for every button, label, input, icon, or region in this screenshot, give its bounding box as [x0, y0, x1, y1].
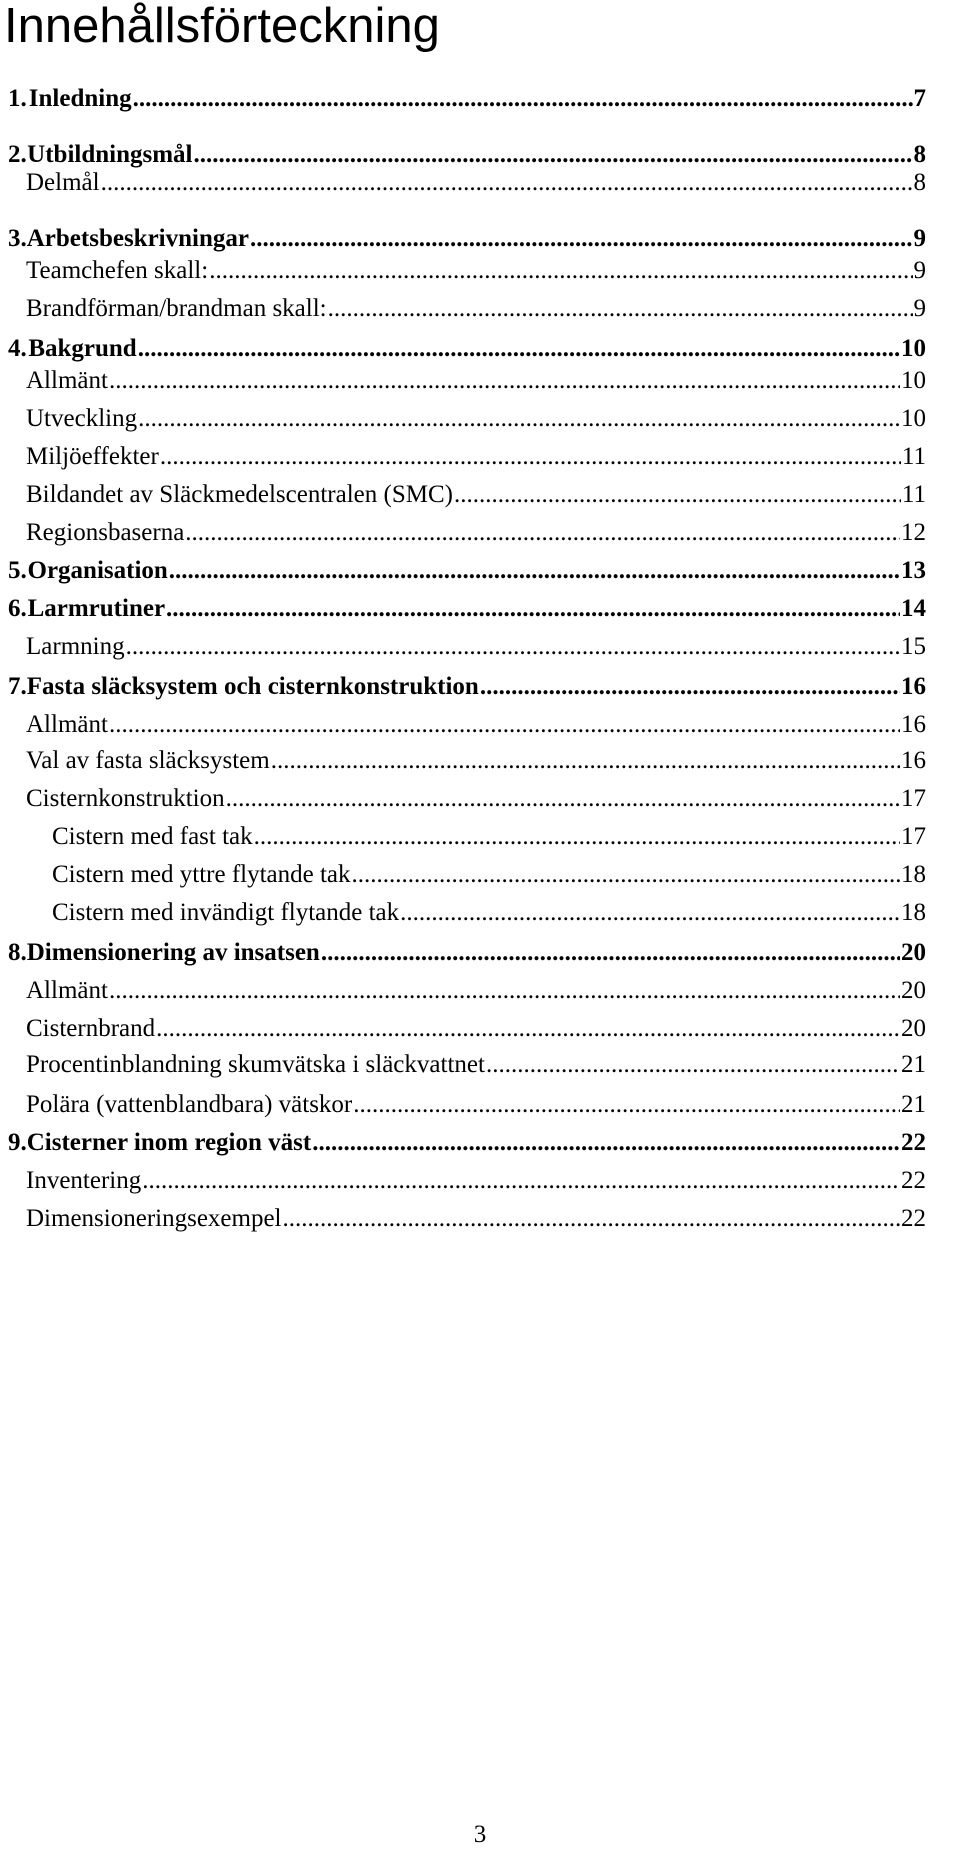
- toc-entry-title: Val av fasta släcksystem: [26, 747, 270, 774]
- toc-entry-page: 16: [901, 673, 926, 700]
- toc-entry-title: Inledning: [28, 85, 132, 112]
- toc-entry[interactable]: [26, 1050, 926, 1080]
- toc-entry-title: Delmål: [26, 169, 100, 196]
- toc-entry-title: Utbildningsmål: [27, 141, 193, 168]
- toc-entry-leader: [352, 860, 900, 890]
- toc-entry-leader: [486, 1050, 900, 1080]
- toc-entry-title: Dimensioneringsexempel: [26, 1205, 282, 1232]
- toc-entry-page: 16: [901, 711, 926, 738]
- toc-entry[interactable]: [26, 480, 926, 510]
- toc-entry-title: Cistern med fast tak: [52, 823, 253, 850]
- toc-entry-leader: [400, 898, 900, 928]
- toc-entry-leader: [271, 746, 900, 776]
- toc-entry-title: Allmänt: [26, 367, 108, 394]
- toc-entry-page: 7: [913, 85, 926, 112]
- toc-entry-title: Inventering: [26, 1167, 142, 1194]
- toc-entry-page: 22: [901, 1129, 926, 1156]
- toc-entry[interactable]: [26, 294, 926, 324]
- toc-entry-page: 8: [913, 169, 926, 196]
- toc-entry-title: Cistern med invändigt flytande tak: [52, 899, 400, 926]
- toc-entry[interactable]: [26, 632, 926, 662]
- toc-entry-title: Regionsbaserna: [26, 519, 185, 546]
- toc-entry-number: 5.: [8, 557, 27, 584]
- toc-entry-number: 7.: [8, 673, 27, 700]
- toc-entry-page: 9: [913, 257, 926, 284]
- toc-entry-leader: [194, 140, 913, 170]
- toc-entry-title: Organisation: [27, 557, 168, 584]
- toc-entry-page: 10: [901, 335, 926, 362]
- toc-entry-leader: [321, 938, 900, 968]
- toc-entry-title: Larmrutiner: [27, 595, 166, 622]
- toc-entry-leader: [209, 256, 912, 286]
- toc-entry-leader: [138, 404, 900, 434]
- toc-entry[interactable]: [26, 404, 926, 434]
- toc-entry-page: 20: [901, 1015, 926, 1042]
- toc-entry-title: Polära (vattenblandbara) vätskor: [26, 1091, 353, 1118]
- toc-entry-title: Larmning: [26, 633, 125, 660]
- toc-entry-leader: [283, 1204, 901, 1234]
- toc-entry-title: Cisternkonstruktion: [26, 785, 225, 812]
- toc-entry-page: 9: [913, 295, 926, 322]
- toc-entry-page: 22: [901, 1205, 926, 1232]
- toc-entry-page: 22: [901, 1167, 926, 1194]
- toc-entry-leader: [480, 672, 900, 702]
- toc-entry-number: 6.: [8, 595, 27, 622]
- toc-entry[interactable]: [8, 556, 926, 586]
- toc-entry-leader: [454, 480, 901, 510]
- toc-entry-title: Cisternbrand: [26, 1015, 156, 1042]
- toc-entry[interactable]: [8, 334, 926, 364]
- toc-entry[interactable]: [8, 938, 926, 968]
- toc-entry-number: 4.: [8, 335, 27, 362]
- toc-entry-title: Bakgrund: [28, 335, 137, 362]
- toc-entry-leader: [250, 224, 913, 254]
- toc-entry-leader: [169, 556, 900, 586]
- toc-entry[interactable]: [26, 518, 926, 548]
- toc-entry-leader: [109, 710, 900, 740]
- toc-entry-leader: [142, 1166, 900, 1196]
- toc-entry-title: Cisterner inom region väst: [26, 1129, 312, 1156]
- toc-entry-leader: [109, 366, 900, 396]
- toc-entry-number: 3.: [8, 225, 27, 252]
- toc-entry[interactable]: [8, 84, 926, 114]
- toc-entry-number: 9.: [8, 1129, 27, 1156]
- toc-entry[interactable]: [26, 1204, 926, 1234]
- toc-entry-leader: [185, 518, 900, 548]
- toc-entry[interactable]: [8, 1128, 926, 1158]
- toc-entry-title: Brandförman/brandman skall:: [26, 295, 327, 322]
- toc-entry[interactable]: [8, 140, 926, 170]
- toc-entry-page: 20: [901, 939, 926, 966]
- toc-entry-page: 21: [901, 1091, 926, 1118]
- page-title: Innehållsförteckning: [4, 0, 440, 53]
- toc-entry-page: 11: [901, 443, 926, 470]
- toc-entry-page: 17: [901, 785, 926, 812]
- toc-entry[interactable]: [8, 594, 926, 624]
- toc-entry-title: Arbetsbeskrivningar: [26, 225, 249, 252]
- toc-entry[interactable]: [26, 1090, 926, 1120]
- toc-entry-leader: [166, 594, 900, 624]
- toc-entry-leader: [109, 976, 900, 1006]
- toc-entry-page: 12: [901, 519, 926, 546]
- toc-entry-leader: [138, 334, 900, 364]
- toc-entry[interactable]: [26, 168, 926, 198]
- toc-entry[interactable]: [26, 784, 926, 814]
- toc-entry-leader: [126, 632, 900, 662]
- toc-entry[interactable]: [26, 976, 926, 1006]
- toc-entry-leader: [328, 294, 913, 324]
- toc-entry-leader: [101, 168, 913, 198]
- toc-entry-page: 14: [901, 595, 926, 622]
- toc-entry-page: 20: [901, 977, 926, 1004]
- toc-entry-page: 8: [913, 141, 926, 168]
- toc-entry-title: Procentinblandning skumvätska i släckvattnet: [26, 1051, 485, 1078]
- toc-entry[interactable]: [26, 1014, 926, 1044]
- toc-entry-page: 18: [901, 899, 926, 926]
- toc-entry-page: 16: [901, 747, 926, 774]
- toc-entry-page: 10: [901, 405, 926, 432]
- toc-entry-page: 13: [901, 557, 926, 584]
- toc-entry[interactable]: [52, 898, 926, 928]
- toc-entry-leader: [353, 1090, 900, 1120]
- toc-entry-leader: [254, 822, 900, 852]
- toc-entry-page: 9: [913, 225, 926, 252]
- toc-entry-leader: [160, 442, 901, 472]
- toc-entry[interactable]: [26, 710, 926, 740]
- toc-entry-leader: [312, 1128, 900, 1158]
- toc-entry[interactable]: [8, 672, 926, 702]
- toc-entry-title: Miljöeffekter: [26, 443, 159, 470]
- toc-entry-page: 21: [901, 1051, 926, 1078]
- toc-entry[interactable]: [52, 822, 926, 852]
- toc-entry-page: 10: [901, 367, 926, 394]
- toc-entry-number: 1.: [8, 85, 27, 112]
- toc-entry-title: Utveckling: [26, 405, 138, 432]
- toc-entry[interactable]: [26, 746, 926, 776]
- toc-entry[interactable]: [26, 366, 926, 396]
- toc-entry-title: Dimensionering av insatsen: [26, 939, 320, 966]
- toc-entry-title: Fasta släcksystem och cisternkonstruktion: [26, 673, 479, 700]
- toc-entry-page: 15: [901, 633, 926, 660]
- toc-entry-title: Teamchefen skall:: [26, 257, 209, 284]
- toc-entry-number: 8.: [8, 939, 27, 966]
- toc-entry-page: 11: [901, 481, 926, 508]
- toc-entry[interactable]: [26, 256, 926, 286]
- toc-entry-number: 2.: [8, 141, 27, 168]
- toc-entry[interactable]: [8, 224, 926, 254]
- toc-entry-leader: [133, 84, 913, 114]
- toc-entry-title: Bildandet av Släckmedelscentralen (SMC): [26, 481, 453, 508]
- toc-entry[interactable]: [26, 442, 926, 472]
- toc-entry[interactable]: [26, 1166, 926, 1196]
- toc-entry-title: Cistern med yttre flytande tak: [52, 861, 351, 888]
- toc-entry-title: Allmänt: [26, 977, 108, 1004]
- page-number: 3: [473, 1821, 487, 1848]
- toc-entry-page: 17: [901, 823, 926, 850]
- toc-entry-leader: [226, 784, 900, 814]
- toc-entry-leader: [156, 1014, 900, 1044]
- toc-entry-page: 18: [901, 861, 926, 888]
- toc-entry[interactable]: [52, 860, 926, 890]
- toc-entry-title: Allmänt: [26, 711, 108, 738]
